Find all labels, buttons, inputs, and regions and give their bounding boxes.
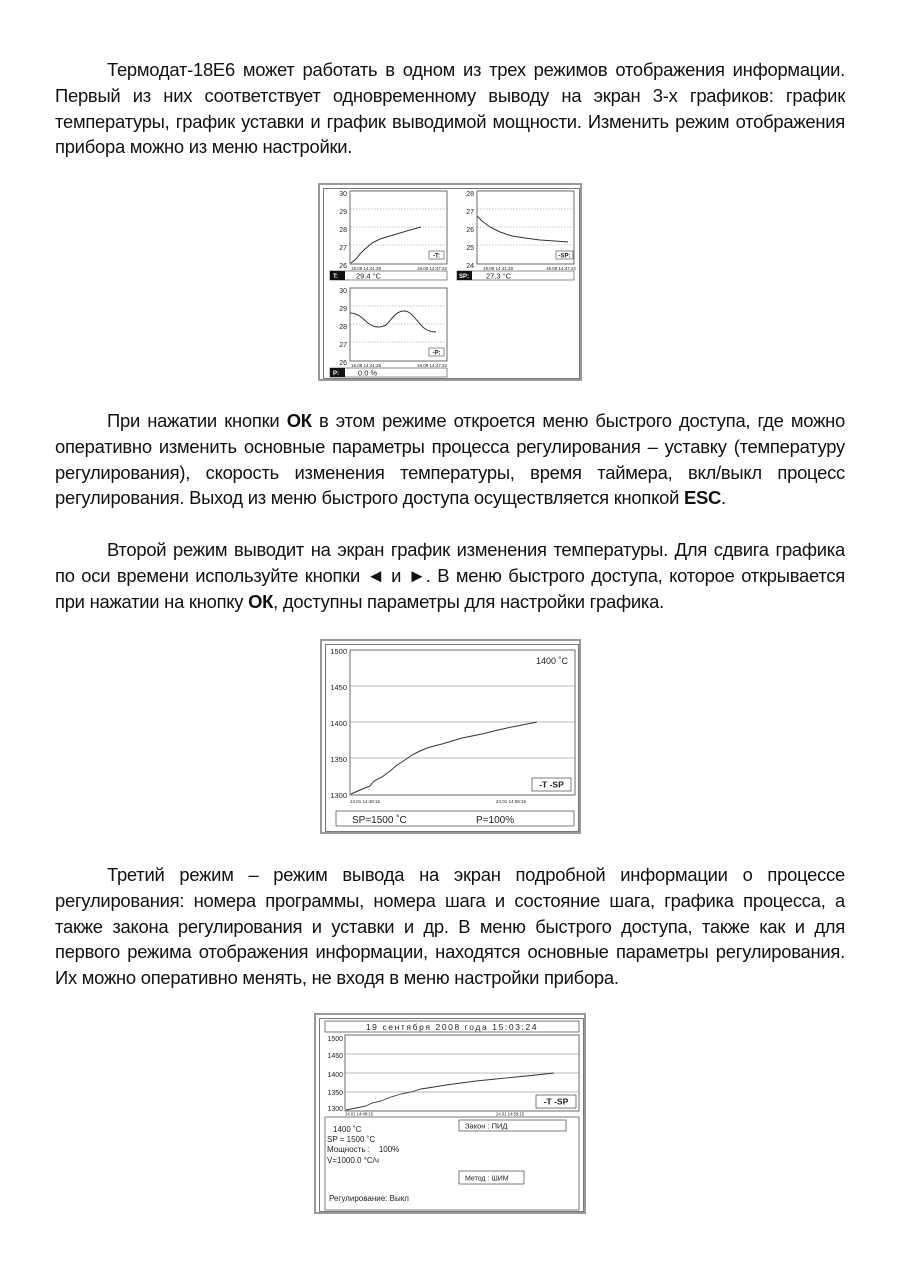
svg-text:1300: 1300 bbox=[330, 791, 347, 800]
svg-text:Закон : ПИД: Закон : ПИД bbox=[465, 1121, 508, 1131]
paragraph-second-mode-text-a: Второй режим выводит на экран график изменения температуры. Для сдвига графика по оси времени используйте кнопки ◄ и ►. В меню быстрого доступа, которое открывается при нажатии на кнопку bbox=[55, 539, 845, 612]
svg-text:19.09 14:41:28: 19.09 14:41:28 bbox=[483, 266, 514, 271]
svg-text:P=100%: P=100% bbox=[476, 815, 515, 826]
graph-setpoint bbox=[457, 191, 576, 281]
svg-text:1500: 1500 bbox=[330, 647, 347, 656]
svg-text:1500: 1500 bbox=[327, 1036, 343, 1043]
svg-text:T:: T: bbox=[333, 274, 338, 280]
svg-text:24.01 14:59:15: 24.01 14:59:15 bbox=[496, 799, 527, 804]
esc-key-label: ESC bbox=[683, 487, 722, 509]
svg-text:29: 29 bbox=[339, 209, 347, 216]
svg-text:27: 27 bbox=[466, 209, 474, 216]
svg-text:Метод : ШИМ: Метод : ШИМ bbox=[465, 1175, 509, 1183]
svg-text:30: 30 bbox=[339, 288, 347, 295]
svg-text:V=1000.0 °C/ч: V=1000.0 °C/ч bbox=[327, 1156, 380, 1165]
figure-temperature-graph bbox=[320, 639, 581, 834]
svg-text:SP:: SP: bbox=[459, 274, 470, 280]
svg-text:28: 28 bbox=[339, 227, 347, 234]
svg-text:-T -SP: -T -SP bbox=[543, 1096, 569, 1107]
svg-text:P:: P: bbox=[333, 371, 339, 377]
svg-text:Регулирование: Выкл: Регулирование: Выкл bbox=[329, 1194, 409, 1203]
paragraph-third-mode-text: Третий режим – режим вывода на экран подробной информации о процессе регулирования: номера программы, номера шага и состояние шага, графика процесса, а также закона регулирования и уставки и др. В меню быстрого доступа, также как и для первого режима отображения информации, находятся основные параметры регулирования. Их можно оперативно менять, не входя в меню настройки прибора. bbox=[55, 864, 845, 989]
svg-text:0.0 %: 0.0 % bbox=[358, 368, 378, 378]
svg-text:29: 29 bbox=[339, 306, 347, 313]
svg-text:19.09 14:47:22: 19.09 14:47:22 bbox=[545, 266, 576, 271]
svg-text:1400 ˚C: 1400 ˚C bbox=[333, 1125, 362, 1134]
svg-text:24.01 14:59:15: 24.01 14:59:15 bbox=[496, 1111, 524, 1117]
svg-text:-SP:: -SP: bbox=[558, 253, 571, 260]
svg-text:1350: 1350 bbox=[330, 755, 347, 764]
paragraph-ok-menu-text-a: При нажатии кнопки bbox=[107, 410, 287, 431]
svg-text:1300: 1300 bbox=[327, 1106, 343, 1113]
svg-text:28: 28 bbox=[466, 191, 474, 198]
paragraph-third-mode bbox=[55, 862, 845, 991]
svg-text:19.09 14:41:28: 19.09 14:41:28 bbox=[351, 363, 382, 368]
paragraph-intro-text: Термодат-18Е6 может работать в одном из трех режимов отображения информации. Первый из них соответствует одновременному выводу на экран 3-х графиков: график температуры, график уставки и график выводимой мощности. Изменить режим отображения прибора можно из меню настройки. bbox=[55, 59, 845, 158]
svg-text:24.01 14:48:15: 24.01 14:48:15 bbox=[350, 799, 381, 804]
svg-text:1400: 1400 bbox=[327, 1072, 343, 1079]
svg-text:1450: 1450 bbox=[330, 683, 347, 692]
svg-text:-T -SP: -T -SP bbox=[539, 779, 564, 790]
svg-text:1350: 1350 bbox=[327, 1090, 343, 1097]
temperature-graph-svg bbox=[322, 641, 583, 836]
svg-text:-T:: -T: bbox=[433, 253, 440, 260]
paragraph-intro bbox=[55, 57, 845, 160]
paragraph-end-dot: . bbox=[721, 487, 726, 509]
paragraph-second-mode-text-b: , доступны параметры для настройки графика. bbox=[273, 590, 664, 612]
svg-text:19.09 14:47:22: 19.09 14:47:22 bbox=[416, 363, 447, 368]
paragraph-ok-menu bbox=[55, 408, 845, 511]
svg-text:1450: 1450 bbox=[327, 1053, 343, 1060]
svg-text:25: 25 bbox=[466, 245, 474, 252]
svg-text:SP = 1500 ˚C: SP = 1500 ˚C bbox=[327, 1135, 376, 1144]
svg-text:24.01 14:48:15: 24.01 14:48:15 bbox=[345, 1111, 373, 1117]
svg-text:29.4 °C: 29.4 °C bbox=[356, 271, 382, 281]
svg-text:27: 27 bbox=[339, 342, 347, 349]
figure-detailed-info bbox=[314, 1013, 586, 1214]
svg-text:26: 26 bbox=[339, 360, 347, 367]
svg-text:30: 30 bbox=[339, 191, 347, 198]
three-graphs-svg bbox=[320, 185, 584, 383]
svg-text:27.3 °C: 27.3 °C bbox=[486, 271, 512, 281]
svg-text:Мощность : 100%: Мощность : 100% bbox=[327, 1145, 400, 1154]
svg-text:19.09 14:41:28: 19.09 14:41:28 bbox=[351, 266, 382, 271]
svg-text:1400: 1400 bbox=[330, 719, 347, 728]
svg-text:-P:: -P: bbox=[432, 350, 441, 357]
svg-text:26: 26 bbox=[339, 263, 347, 270]
svg-text:24: 24 bbox=[466, 263, 474, 270]
graph-temperature bbox=[330, 191, 447, 281]
svg-text:19 сентября 2008 года 15:03:24: 19 сентября 2008 года 15:03:24 bbox=[365, 1022, 539, 1032]
svg-text:26: 26 bbox=[466, 227, 474, 234]
svg-text:19.09 14:47:22: 19.09 14:47:22 bbox=[416, 266, 447, 271]
svg-text:1400 ˚C: 1400 ˚C bbox=[535, 656, 568, 666]
svg-text:SP=1500 ˚C: SP=1500 ˚C bbox=[352, 815, 407, 826]
detailed-info-svg bbox=[316, 1015, 588, 1216]
paragraph-second-mode bbox=[55, 537, 845, 614]
graph-power bbox=[330, 288, 447, 378]
paragraph-ok-menu-text-b: в этом режиме откроется меню быстрого доступа, где можно оперативно изменить основные параметры процесса регулирования – уставку (температуру регулирования), скорость изменения температуры, время таймера, вкл/выкл процесс регулирования. Выход из меню быстрого доступа осуществляется кнопкой bbox=[55, 410, 846, 509]
svg-text:28: 28 bbox=[339, 324, 347, 331]
svg-text:27: 27 bbox=[339, 245, 347, 252]
ok-key-label: ОК bbox=[248, 590, 274, 612]
figure-three-graphs bbox=[318, 183, 582, 381]
ok-key-label: ОК bbox=[286, 410, 312, 431]
